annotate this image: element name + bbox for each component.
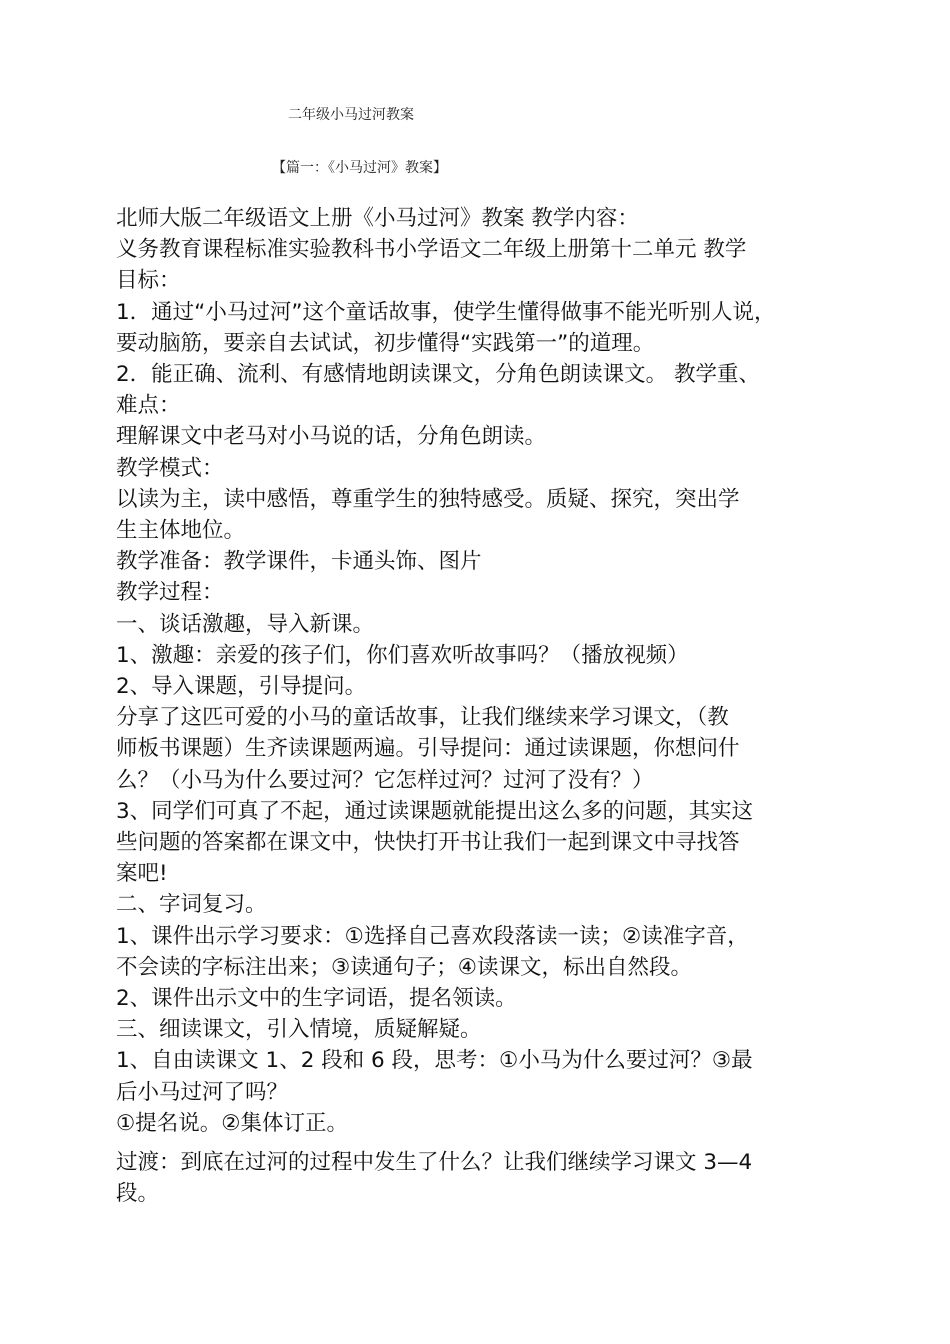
body-line: 2．能正确、流利、有感情地朗读课文，分角色朗读课文。 教学重、 [116,362,761,388]
body-line: 教学模式： [116,455,224,481]
body-line: 些问题的答案都在课文中，快快打开书让我们一起到课文中寻找答 [116,830,740,856]
body-line: 段。 [116,1181,160,1207]
document-body [116,203,840,1210]
body-line: 三、细读课文，引入情境，质疑解疑。 [116,1017,482,1043]
body-line: 要动脑筋，要亲自去试试，初步懂得“实践第一”的道理。 [116,330,655,356]
body-line: 案吧! [116,861,168,887]
body-line: 不会读的字标注出来；③读通句子；④读课文，标出自然段。 [116,954,693,980]
body-line: 后小马过河了吗？ [116,1079,289,1105]
body-line: 1、自由读课文 1、2 段和 6 段，思考：①小马为什么要过河？③最 [116,1048,753,1074]
document-title: 二年级小马过河教案 [288,107,414,123]
body-line: 2、课件出示文中的生字词语，提名领读。 [116,986,517,1012]
body-line: 1．通过“小马过河”这个童话故事，使学生懂得做事不能光听别人说， [116,299,776,325]
body-line: 北师大版二年级语文上册《小马过河》教案 教学内容： [116,206,639,231]
body-line: 难点： [116,393,181,419]
body-line: 师板书课题）生齐读课题两遍。引导提问：通过读课题，你想问什 [116,736,740,762]
body-line: ①提名说。②集体订正。 [116,1110,349,1136]
document-subtitle: 【篇一：《小马过河》教案】 [272,160,447,176]
body-line: 分享了这匹可爱的小马的童话故事，让我们继续来学习课文，（教 [116,705,729,731]
body-line: 理解课文中老马对小马说的话，分角色朗读。 [116,424,547,450]
body-line: 1、激趣：亲爱的孩子们，你们喜欢听故事吗？（播放视频） [116,642,689,668]
body-line: 二、字词复习。 [116,892,267,918]
body-line: 一、谈话激趣，导入新课。 [116,611,375,637]
body-line: 义务教育课程标准实验教科书小学语文二年级上册第十二单元 教学 [116,237,747,263]
body-line: 么？（小马为什么要过河？它怎样过河？过河了没有？） [116,767,654,793]
body-line: 2、导入课题，引导提问。 [116,674,367,700]
body-line: 目标： [116,268,181,294]
body-line: 教学过程： [116,580,224,606]
body-line: 1、课件出示学习要求：①选择自己喜欢段落读一读；②读准字音， [116,923,749,949]
body-line: 生主体地位。 [116,518,246,544]
body-line: 3、同学们可真了不起，通过读课题就能提出这么多的问题，其实这 [116,798,754,824]
body-line: 以读为主，读中感悟，尊重学生的独特感受。质疑、探究，突出学 [116,486,740,512]
body-line: 过渡：到底在过河的过程中发生了什么？让我们继续学习课文 3—4 [116,1150,753,1176]
body-line: 教学准备：教学课件，卡通头饰、图片 [116,549,482,575]
